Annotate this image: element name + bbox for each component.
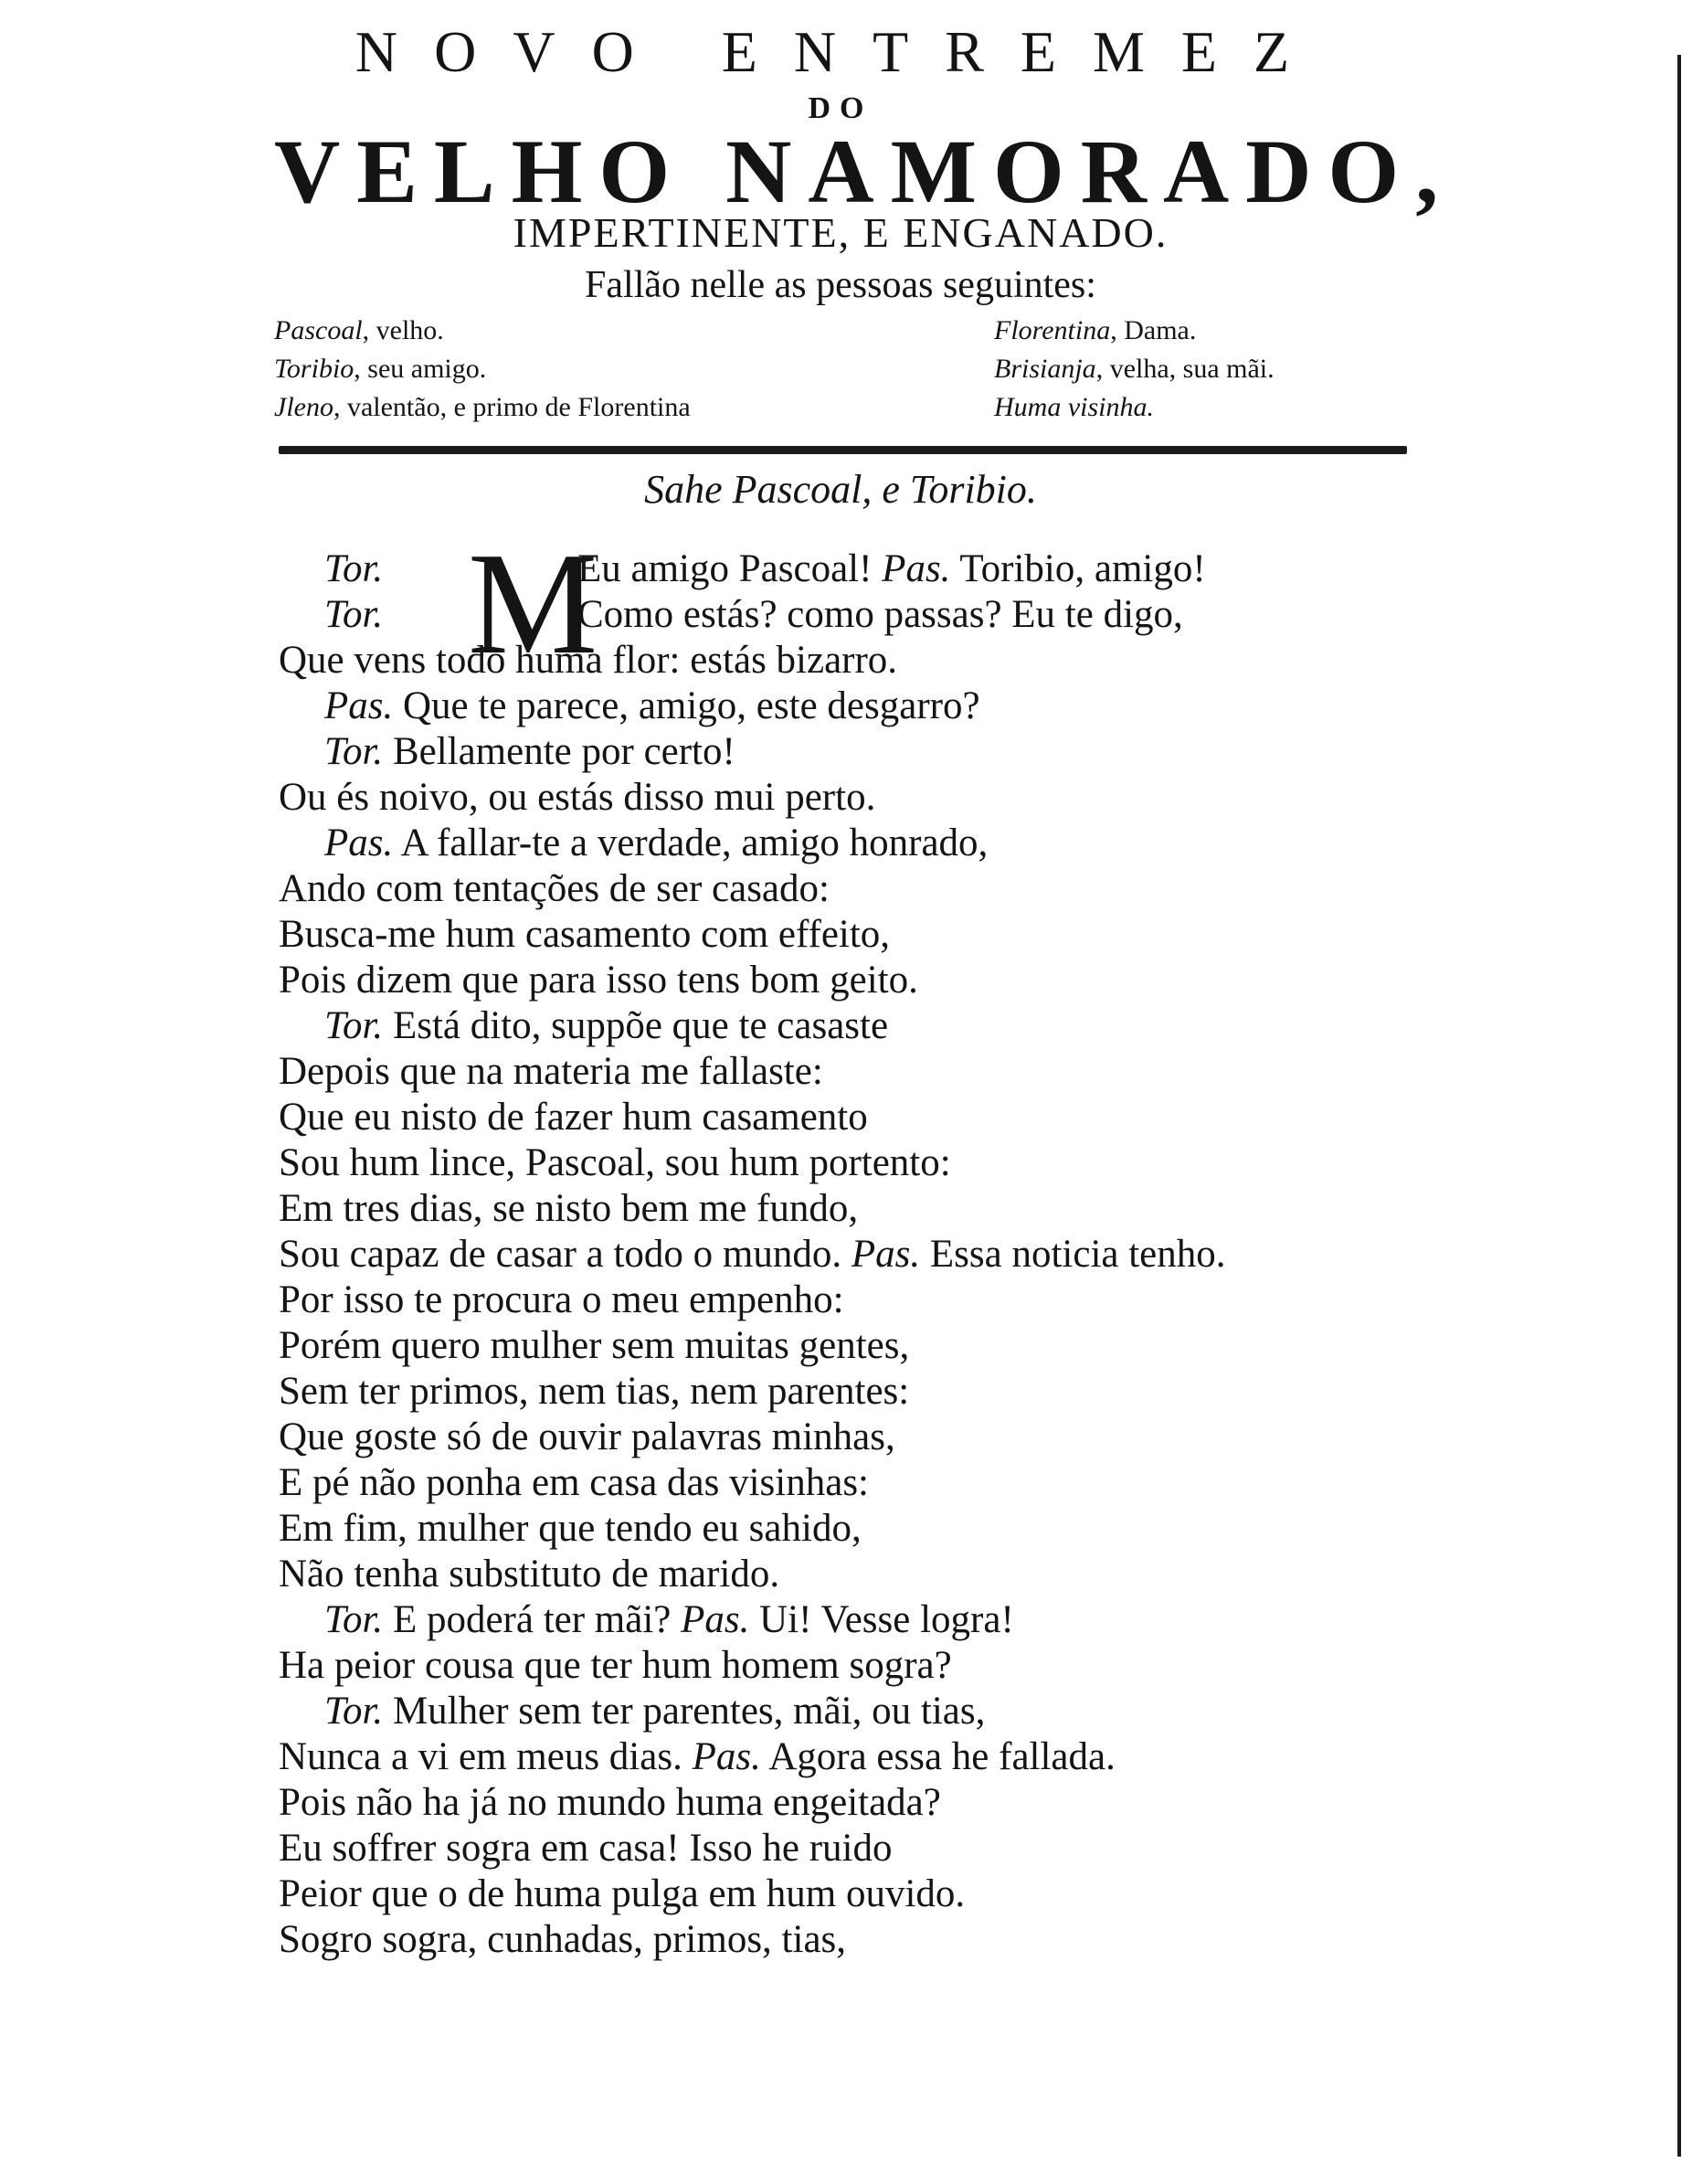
verse-line	[324, 592, 383, 637]
verse-line	[279, 1460, 869, 1505]
verse-text: Depois que na materia me fallaste:	[279, 1050, 823, 1093]
scene-heading: Sahe Pascoal, e Toribio.	[644, 467, 1037, 512]
verse-text: Ou és noivo, ou estás disso mui perto.	[279, 776, 876, 819]
verse-line	[324, 684, 980, 728]
cast-entry	[994, 354, 1275, 385]
verse-text: A fallar-te a verdade, amigo honrado,	[393, 822, 989, 864]
speaker: Tor.	[324, 1690, 384, 1733]
section-divider	[279, 446, 1407, 454]
cast-entry	[274, 315, 444, 346]
verse-text: Eu amigo Pascoal!	[577, 547, 883, 590]
verse-line	[279, 1734, 1116, 1779]
verse-text: Bellamente por certo!	[383, 730, 735, 773]
verse-text: Como estás? como passas? Eu te digo,	[577, 593, 1183, 636]
verse-text: Que eu nisto de fazer hum casamento	[279, 1096, 868, 1139]
verse-line	[279, 958, 918, 1002]
verse-line	[279, 1278, 844, 1322]
verse-line	[279, 1826, 892, 1871]
cast-entry	[994, 315, 1196, 346]
cast-name: Pascoal	[274, 315, 363, 345]
verse-text: Que goste só de ouvir palavras minhas,	[279, 1415, 895, 1458]
cast-desc: , velho.	[362, 315, 444, 345]
verse-text: Ando com tentações de ser casado:	[279, 867, 830, 910]
verse-text: E pé não ponha em casa das visinhas:	[279, 1461, 870, 1504]
verse-line	[279, 1232, 1226, 1277]
cast-name: Huma visinha.	[994, 392, 1154, 422]
verse-text: Que vens todo huma flor: estás bizarro.	[279, 639, 898, 682]
verse-text: Agora essa he fallada.	[760, 1735, 1116, 1778]
cast-desc: , velha, sua mãi.	[1095, 354, 1275, 384]
verse-text: Em fim, mulher que tendo eu sahido,	[279, 1507, 862, 1550]
verse-text: Sem ter primos, nem tias, nem parentes:	[279, 1370, 910, 1413]
speaker: Pas.	[681, 1598, 750, 1641]
verse-text: Nunca a vi em meus dias.	[279, 1735, 693, 1778]
verse-text: Sou capaz de casar a todo o mundo.	[279, 1233, 852, 1276]
verse-text: Está dito, suppõe que te casaste	[383, 1004, 889, 1047]
verse-line	[577, 546, 1206, 591]
verse-text: Sou hum lince, Pascoal, sou hum portento:	[279, 1141, 951, 1184]
verse-line	[324, 1003, 888, 1048]
speaker: Pas.	[324, 822, 394, 864]
speaker: Pas.	[882, 547, 951, 590]
verse-line	[279, 1323, 909, 1368]
cast-desc: , Dama.	[1110, 315, 1197, 345]
verse-line	[577, 592, 1183, 637]
title-line-1: NOVO ENTREMEZ	[354, 19, 1327, 84]
speaker: Tor.	[324, 1598, 384, 1641]
verse-line	[324, 1689, 985, 1733]
verse-line	[279, 1186, 858, 1231]
verse-text: Pois não ha já no mundo huma engeitada?	[279, 1781, 941, 1824]
verse-text: Eu soffrer sogra em casa! Isso he ruido	[279, 1827, 893, 1870]
verse-line	[279, 1552, 779, 1596]
title-do: DO	[808, 91, 873, 125]
cast-name: Toribio	[274, 354, 354, 384]
verse-line	[324, 729, 735, 774]
verse-line	[279, 866, 830, 911]
speaker: Pas.	[692, 1735, 761, 1778]
cast-name: Jleno	[274, 392, 333, 422]
verse-line	[279, 638, 897, 683]
cast-entry	[274, 392, 691, 423]
verse-text: Não tenha substituto de marido.	[279, 1553, 780, 1596]
verse-text: Que te parece, amigo, este desgarro?	[393, 684, 980, 727]
verse-text: Pois dizem que para isso tens bom geito.	[279, 959, 918, 1002]
speaker: Pas.	[324, 684, 394, 727]
verse-line	[279, 1780, 941, 1825]
verse-line	[279, 1643, 952, 1688]
verse-line	[279, 1917, 846, 1962]
cast-desc: , valentão, e primo de Florentina	[333, 392, 691, 422]
verse-text: Ui! Vesse logra!	[749, 1598, 1014, 1641]
title-subtitle: IMPERTINENTE, E ENGANADO.	[513, 209, 1169, 256]
verse-line	[279, 1415, 895, 1459]
verse-line	[279, 912, 890, 957]
speaker: Pas.	[851, 1233, 921, 1276]
verse-line	[279, 1506, 862, 1551]
speaker: Tor.	[324, 547, 384, 590]
verse-text: Peior que o de huma pulga em hum ouvido.	[279, 1872, 966, 1915]
verse-line	[279, 775, 875, 820]
title-main: VELHO NAMORADO,	[274, 121, 1455, 222]
verse-text: Ha peior cousa que ter hum homem sogra?	[279, 1644, 952, 1687]
verse-line	[279, 1140, 951, 1185]
verse-text: Sogro sogra, cunhadas, primos, tias,	[279, 1918, 847, 1961]
page-edge-rule	[1677, 55, 1681, 2157]
verse-text: E poderá ter mãi?	[383, 1598, 682, 1641]
verse-text: Em tres dias, se nisto bem me fundo,	[279, 1187, 859, 1230]
verse-text: Mulher sem ter parentes, mãi, ou tias,	[383, 1690, 986, 1733]
verse-text: Porém quero mulher sem muitas gentes,	[279, 1324, 910, 1367]
cast-entry	[994, 392, 1154, 423]
cast-desc: , seu amigo.	[354, 354, 487, 384]
verse-text: Toribio, amigo!	[950, 547, 1206, 590]
speaker: Tor.	[324, 593, 384, 636]
cast-intro: Fallão nelle as pessoas seguintes:	[585, 264, 1096, 306]
verse-line	[324, 821, 988, 865]
verse-line	[279, 1049, 823, 1094]
speaker: Tor.	[324, 1004, 384, 1047]
speaker: Tor.	[324, 730, 384, 773]
verse-text: Busca-me hum casamento com effeito,	[279, 913, 891, 956]
cast-name: Brisianja	[994, 354, 1096, 384]
verse-line	[279, 1871, 965, 1916]
verse-line	[279, 1095, 868, 1140]
verse-line	[279, 1369, 909, 1414]
cast-name: Florentina	[994, 315, 1111, 345]
cast-entry	[274, 354, 486, 385]
verse-text: Por isso te procura o meu empenho:	[279, 1278, 844, 1321]
verse-line	[324, 546, 383, 591]
drop-cap: M	[468, 522, 598, 684]
verse-text: Essa noticia tenho.	[920, 1233, 1226, 1276]
verse-line	[324, 1597, 1014, 1642]
